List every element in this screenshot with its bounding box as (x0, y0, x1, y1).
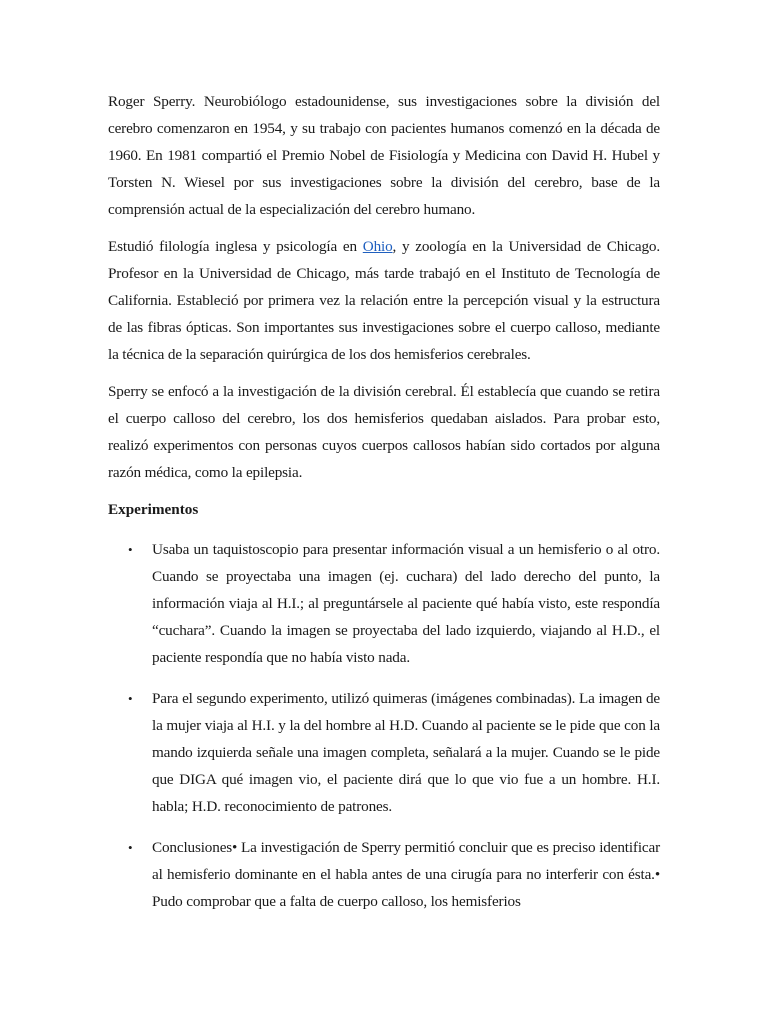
list-item (108, 685, 660, 820)
paragraph-education-start: Estudió filología inglesa y psicología en (108, 238, 363, 255)
list-item (108, 834, 660, 915)
paragraph-education (108, 233, 660, 368)
list-item-text: Conclusiones• La investigación de Sperry permitió concluir que es preciso identificar al hemisferio dominante en el habla antes de una cirugía para no interferir con ésta.• Pudo comprobar que a falta de cuerpo calloso, los hemisferios (152, 839, 660, 910)
ohio-link[interactable]: Ohio (362, 238, 393, 255)
list-item (108, 536, 660, 671)
list-item-text: Para el segundo experimento, utilizó quimeras (imágenes combinadas). La imagen de la mujer viaja al H.I. y la del hombre al H.D. Cuando al paciente se le pide que con la mando izquierda señale una imagen completa, señalará a la mujer. Cuando se le pide que DIGA qué imagen vio, el paciente dirá que lo que vio fue a un hombre. H.I. habla; H.D. reconocimiento de patrones. (152, 690, 660, 815)
bullet-icon: • (128, 840, 133, 855)
section-heading-experimentos: Experimentos (108, 501, 199, 518)
document-page (108, 88, 660, 929)
paragraph-research-focus: Sperry se enfocó a la investigación de la división cerebral. Él establecía que cuando se retira el cuerpo calloso del cerebro, los dos hemisferios quedaban aislados. Para probar esto, realizó experimentos con personas cuyos cuerpos callosos habían sido cortados por alguna razón médica, como la epilepsia. (108, 383, 660, 481)
paragraph-sperry-intro: Roger Sperry. Neurobiólogo estadounidense, sus investigaciones sobre la división del cerebro comenzaron en 1954, y su trabajo con pacientes humanos comenzó en la década de 1960. En 1981 compartió el Premio Nobel de Fisiología y Medicina con David H. Hubel y Torsten N. Wiesel por sus investigaciones sobre la división del cerebro, base de la comprensión actual de la especialización del cerebro humano. (108, 93, 660, 218)
bullet-icon: • (128, 691, 133, 706)
bullet-icon: • (128, 542, 133, 557)
paragraph-education-end: , y zoología en la Universidad de Chicago. Profesor en la Universidad de Chicago, más tarde trabajó en el Instituto de Tecnología de California. Estableció por primera vez la relación entre la percepción visual y la estructura de las fibras ópticas. Son importantes sus investigaciones sobre el cuerpo calloso, mediante la técnica de la separación quirúrgica de los dos hemisferios cerebrales. (108, 238, 660, 363)
experiments-list (108, 536, 660, 915)
list-item-text: Usaba un taquistoscopio para presentar información visual a un hemisferio o al otro. Cuando se proyectaba una imagen (ej. cuchara) del lado derecho del punto, la información viaja al H.I.; al preguntársele al paciente qué había visto, este respondía “cuchara”. Cuando la imagen se proyectaba del lado izquierdo, viajando al H.D., el paciente respondía que no había visto nada. (152, 541, 660, 666)
